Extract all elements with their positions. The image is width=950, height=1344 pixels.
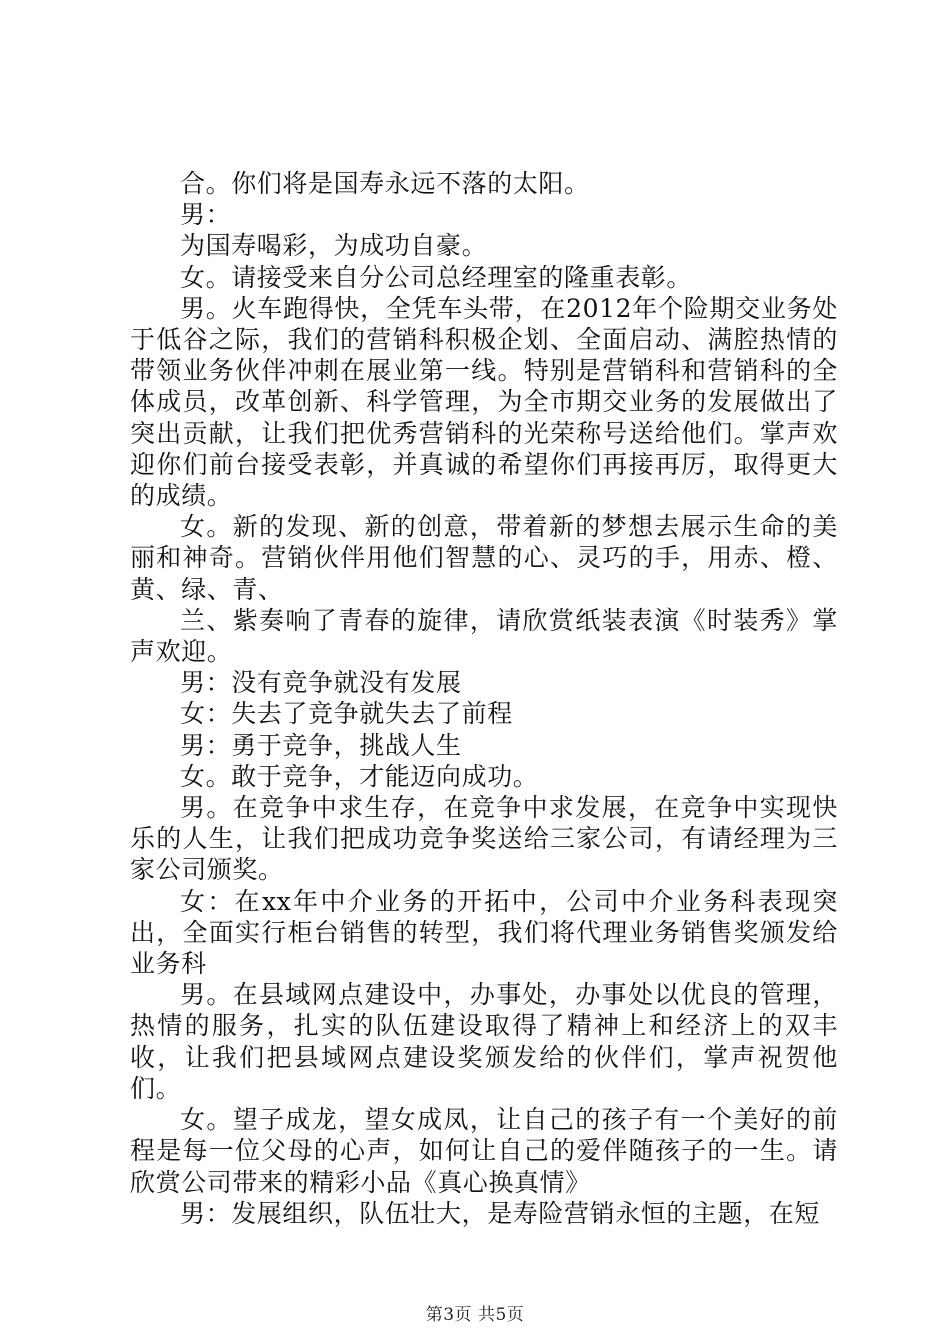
paragraph: 女。望子成龙，望女成凤，让自己的孩子有一个美好的前程是每一位父母的心声，如何让自己的爱伴随孩子的一生。请欣赏公司带来的精彩小品《真心换真情》 <box>130 1105 838 1197</box>
page-number-footer: 第3页 共5页 <box>425 1305 525 1325</box>
paragraph: 女。请接受来自分公司总经理室的隆重表彰。 <box>180 262 693 292</box>
paragraph: 男：没有竞争就没有发展 <box>180 668 462 698</box>
paragraph: 女。新的发现、新的创意，带着新的梦想去展示生命的美丽和神奇。营销伙伴用他们智慧的心、灵巧的手，用赤、橙、黄、绿、青、 <box>130 512 838 604</box>
document-body <box>130 168 838 1229</box>
paragraph: 女：失去了竞争就失去了前程 <box>180 699 513 729</box>
paragraph: 男： <box>180 200 232 230</box>
paragraph: 男。在竞争中求生存，在竞争中求发展，在竞争中实现快乐的人生，让我们把成功竞争奖送给三家公司，有请经理为三家公司颁奖。 <box>130 793 838 885</box>
paragraph: 男。火车跑得快，全凭车头带，在2012年个险期交业务处于低谷之际，我们的营销科积极企划、全面启动、满腔热情的带领业务伙伴冲刺在展业第一线。特别是营销科和营销科的全体成员，改革创新、科学管理，为全市期交业务的发展做出了突出贡献，让我们把优秀营销科的光荣称号送给他们。掌声欢迎你们前台接受表彰，并真诚的希望你们再接再厉，取得更大的成绩。 <box>130 293 838 511</box>
paragraph: 为国寿喝彩，为成功自豪。 <box>180 231 488 261</box>
paragraph: 男：发展组织，队伍壮大，是寿险营销永恒的主题，在短 <box>180 1198 821 1228</box>
paragraph: 女：在xx年中介业务的开拓中，公司中介业务科表现突出，全面实行柜台销售的转型，我们将代理业务销售奖颁发给业务科 <box>130 886 838 979</box>
paragraph: 兰、紫奏响了青春的旋律，请欣赏纸装表演《时装秀》掌声欢迎。 <box>130 605 838 667</box>
paragraph: 女。敢于竞争，才能迈向成功。 <box>180 761 539 791</box>
paragraph: 男。在县域网点建设中，办事处，办事处以优良的管理，热情的服务，扎实的队伍建设取得了精神上和经济上的双丰收，让我们把县域网点建设奖颁发给的伙伴们，掌声祝贺他们。 <box>130 980 838 1103</box>
paragraph: 男：勇于竞争，挑战人生 <box>180 730 462 760</box>
paragraph: 合。你们将是国寿永远不落的太阳。 <box>180 169 590 198</box>
